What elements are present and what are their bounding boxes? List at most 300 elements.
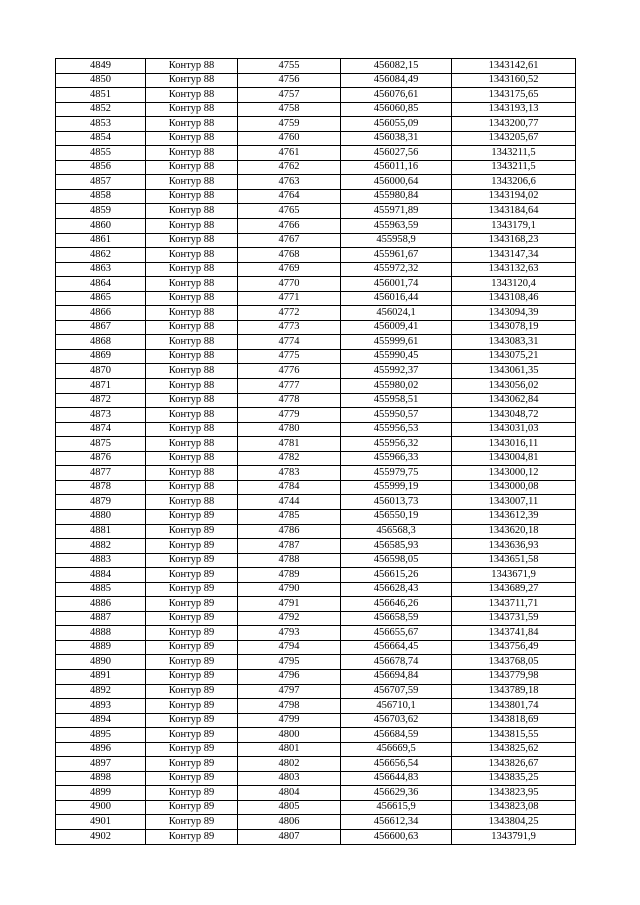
contour-name-cell: Контур 89	[146, 815, 238, 830]
x-coordinate-cell: 455963,59	[341, 219, 452, 234]
point-number-cell: 4786	[238, 524, 341, 539]
table-row	[56, 393, 576, 408]
row-number-cell: 4898	[56, 771, 146, 786]
table-row	[56, 422, 576, 437]
x-coordinate-cell: 455950,57	[341, 408, 452, 423]
table-row	[56, 291, 576, 306]
coordinates-table	[55, 58, 576, 845]
x-coordinate-cell: 456664,45	[341, 640, 452, 655]
table-row	[56, 509, 576, 524]
table-row	[56, 539, 576, 554]
y-coordinate-cell: 1343016,11	[452, 437, 576, 452]
point-number-cell: 4781	[238, 437, 341, 452]
row-number-cell: 4855	[56, 146, 146, 161]
y-coordinate-cell: 1343179,1	[452, 219, 576, 234]
table-row	[56, 829, 576, 844]
x-coordinate-cell: 456009,41	[341, 320, 452, 335]
row-number-cell: 4872	[56, 393, 146, 408]
point-number-cell: 4795	[238, 655, 341, 670]
x-coordinate-cell: 455961,67	[341, 248, 452, 263]
contour-name-cell: Контур 88	[146, 277, 238, 292]
row-number-cell: 4863	[56, 262, 146, 277]
table-row	[56, 655, 576, 670]
y-coordinate-cell: 1343823,95	[452, 786, 576, 801]
table-row	[56, 597, 576, 612]
row-number-cell: 4870	[56, 364, 146, 379]
row-number-cell: 4895	[56, 728, 146, 743]
y-coordinate-cell: 1343211,5	[452, 160, 576, 175]
x-coordinate-cell: 456011,16	[341, 160, 452, 175]
y-coordinate-cell: 1343825,62	[452, 742, 576, 757]
row-number-cell: 4854	[56, 131, 146, 146]
point-number-cell: 4762	[238, 160, 341, 175]
point-number-cell: 4756	[238, 73, 341, 88]
point-number-cell: 4806	[238, 815, 341, 830]
table-row	[56, 233, 576, 248]
row-number-cell: 4878	[56, 480, 146, 495]
table-row	[56, 88, 576, 103]
contour-name-cell: Контур 89	[146, 640, 238, 655]
y-coordinate-cell: 1343000,08	[452, 480, 576, 495]
table-row	[56, 480, 576, 495]
table-row	[56, 320, 576, 335]
row-number-cell: 4884	[56, 568, 146, 583]
contour-name-cell: Контур 89	[146, 742, 238, 757]
point-number-cell: 4796	[238, 669, 341, 684]
y-coordinate-cell: 1343175,65	[452, 88, 576, 103]
table-row	[56, 699, 576, 714]
point-number-cell: 4761	[238, 146, 341, 161]
table-row	[56, 713, 576, 728]
y-coordinate-cell: 1343756,49	[452, 640, 576, 655]
y-coordinate-cell: 1343205,67	[452, 131, 576, 146]
point-number-cell: 4782	[238, 451, 341, 466]
y-coordinate-cell: 1343078,19	[452, 320, 576, 335]
x-coordinate-cell: 456600,63	[341, 829, 452, 844]
x-coordinate-cell: 456655,67	[341, 626, 452, 641]
row-number-cell: 4857	[56, 175, 146, 190]
contour-name-cell: Контур 89	[146, 699, 238, 714]
table-row	[56, 204, 576, 219]
point-number-cell: 4793	[238, 626, 341, 641]
x-coordinate-cell: 456656,54	[341, 757, 452, 772]
point-number-cell: 4759	[238, 117, 341, 132]
contour-name-cell: Контур 88	[146, 306, 238, 321]
contour-name-cell: Контур 89	[146, 800, 238, 815]
contour-name-cell: Контур 89	[146, 524, 238, 539]
point-number-cell: 4760	[238, 131, 341, 146]
x-coordinate-cell: 456707,59	[341, 684, 452, 699]
table-row	[56, 728, 576, 743]
x-coordinate-cell: 456016,44	[341, 291, 452, 306]
point-number-cell: 4797	[238, 684, 341, 699]
row-number-cell: 4852	[56, 102, 146, 117]
contour-name-cell: Контур 88	[146, 189, 238, 204]
contour-name-cell: Контур 88	[146, 88, 238, 103]
row-number-cell: 4860	[56, 219, 146, 234]
contour-name-cell: Контур 89	[146, 568, 238, 583]
row-number-cell: 4890	[56, 655, 146, 670]
table-row	[56, 771, 576, 786]
y-coordinate-cell: 1343200,77	[452, 117, 576, 132]
x-coordinate-cell: 456678,74	[341, 655, 452, 670]
y-coordinate-cell: 1343711,71	[452, 597, 576, 612]
table-row	[56, 611, 576, 626]
point-number-cell: 4789	[238, 568, 341, 583]
contour-name-cell: Контур 89	[146, 509, 238, 524]
row-number-cell: 4886	[56, 597, 146, 612]
point-number-cell: 4768	[238, 248, 341, 263]
row-number-cell: 4894	[56, 713, 146, 728]
row-number-cell: 4881	[56, 524, 146, 539]
contour-name-cell: Контур 89	[146, 553, 238, 568]
table-row	[56, 626, 576, 641]
table-row	[56, 451, 576, 466]
point-number-cell: 4804	[238, 786, 341, 801]
point-number-cell: 4798	[238, 699, 341, 714]
row-number-cell: 4902	[56, 829, 146, 844]
contour-name-cell: Контур 88	[146, 422, 238, 437]
row-number-cell: 4897	[56, 757, 146, 772]
contour-name-cell: Контур 89	[146, 611, 238, 626]
point-number-cell: 4765	[238, 204, 341, 219]
x-coordinate-cell: 456084,49	[341, 73, 452, 88]
row-number-cell: 4866	[56, 306, 146, 321]
point-number-cell: 4800	[238, 728, 341, 743]
table-row	[56, 117, 576, 132]
point-number-cell: 4775	[238, 349, 341, 364]
row-number-cell: 4883	[56, 553, 146, 568]
contour-name-cell: Контур 89	[146, 829, 238, 844]
point-number-cell: 4785	[238, 509, 341, 524]
x-coordinate-cell: 455999,19	[341, 480, 452, 495]
contour-name-cell: Контур 88	[146, 364, 238, 379]
y-coordinate-cell: 1343823,08	[452, 800, 576, 815]
x-coordinate-cell: 456615,9	[341, 800, 452, 815]
y-coordinate-cell: 1343132,63	[452, 262, 576, 277]
point-number-cell: 4794	[238, 640, 341, 655]
row-number-cell: 4868	[56, 335, 146, 350]
contour-name-cell: Контур 89	[146, 728, 238, 743]
table-row	[56, 349, 576, 364]
x-coordinate-cell: 456001,74	[341, 277, 452, 292]
contour-name-cell: Контур 89	[146, 582, 238, 597]
x-coordinate-cell: 456055,09	[341, 117, 452, 132]
row-number-cell: 4861	[56, 233, 146, 248]
x-coordinate-cell: 455990,45	[341, 349, 452, 364]
contour-name-cell: Контур 89	[146, 771, 238, 786]
y-coordinate-cell: 1343768,05	[452, 655, 576, 670]
contour-name-cell: Контур 88	[146, 495, 238, 510]
table-row	[56, 757, 576, 772]
y-coordinate-cell: 1343062,84	[452, 393, 576, 408]
point-number-cell: 4807	[238, 829, 341, 844]
row-number-cell: 4853	[56, 117, 146, 132]
y-coordinate-cell: 1343801,74	[452, 699, 576, 714]
table-row	[56, 640, 576, 655]
y-coordinate-cell: 1343741,84	[452, 626, 576, 641]
table-row	[56, 189, 576, 204]
row-number-cell: 4867	[56, 320, 146, 335]
table-row	[56, 669, 576, 684]
contour-name-cell: Контур 88	[146, 480, 238, 495]
y-coordinate-cell: 1343779,98	[452, 669, 576, 684]
point-number-cell: 4788	[238, 553, 341, 568]
x-coordinate-cell: 456644,83	[341, 771, 452, 786]
x-coordinate-cell: 456027,56	[341, 146, 452, 161]
y-coordinate-cell: 1343160,52	[452, 73, 576, 88]
table-row	[56, 131, 576, 146]
x-coordinate-cell: 456703,62	[341, 713, 452, 728]
coordinates-table-body	[56, 59, 576, 845]
x-coordinate-cell: 456628,43	[341, 582, 452, 597]
table-row	[56, 379, 576, 394]
table-row	[56, 335, 576, 350]
row-number-cell: 4879	[56, 495, 146, 510]
contour-name-cell: Контур 88	[146, 219, 238, 234]
point-number-cell: 4773	[238, 320, 341, 335]
point-number-cell: 4780	[238, 422, 341, 437]
y-coordinate-cell: 1343142,61	[452, 59, 576, 74]
contour-name-cell: Контур 88	[146, 59, 238, 74]
y-coordinate-cell: 1343818,69	[452, 713, 576, 728]
row-number-cell: 4880	[56, 509, 146, 524]
table-row	[56, 786, 576, 801]
table-row	[56, 815, 576, 830]
x-coordinate-cell: 456038,31	[341, 131, 452, 146]
x-coordinate-cell: 455956,32	[341, 437, 452, 452]
contour-name-cell: Контур 89	[146, 684, 238, 699]
x-coordinate-cell: 456710,1	[341, 699, 452, 714]
row-number-cell: 4874	[56, 422, 146, 437]
row-number-cell: 4862	[56, 248, 146, 263]
table-row	[56, 146, 576, 161]
x-coordinate-cell: 455999,61	[341, 335, 452, 350]
contour-name-cell: Контур 88	[146, 335, 238, 350]
table-row	[56, 466, 576, 481]
contour-name-cell: Контур 88	[146, 233, 238, 248]
y-coordinate-cell: 1343789,18	[452, 684, 576, 699]
x-coordinate-cell: 455966,33	[341, 451, 452, 466]
contour-name-cell: Контур 88	[146, 160, 238, 175]
point-number-cell: 4792	[238, 611, 341, 626]
x-coordinate-cell: 455979,75	[341, 466, 452, 481]
row-number-cell: 4887	[56, 611, 146, 626]
y-coordinate-cell: 1343731,59	[452, 611, 576, 626]
row-number-cell: 4882	[56, 539, 146, 554]
y-coordinate-cell: 1343791,9	[452, 829, 576, 844]
table-row	[56, 262, 576, 277]
row-number-cell: 4856	[56, 160, 146, 175]
x-coordinate-cell: 456060,85	[341, 102, 452, 117]
x-coordinate-cell: 456013,73	[341, 495, 452, 510]
contour-name-cell: Контур 88	[146, 408, 238, 423]
row-number-cell: 4865	[56, 291, 146, 306]
point-number-cell: 4744	[238, 495, 341, 510]
table-row	[56, 495, 576, 510]
row-number-cell: 4858	[56, 189, 146, 204]
point-number-cell: 4771	[238, 291, 341, 306]
contour-name-cell: Контур 88	[146, 102, 238, 117]
contour-name-cell: Контур 89	[146, 539, 238, 554]
x-coordinate-cell: 456658,59	[341, 611, 452, 626]
contour-name-cell: Контур 89	[146, 786, 238, 801]
x-coordinate-cell: 456615,26	[341, 568, 452, 583]
x-coordinate-cell: 455992,37	[341, 364, 452, 379]
x-coordinate-cell: 456550,19	[341, 509, 452, 524]
point-number-cell: 4774	[238, 335, 341, 350]
row-number-cell: 4851	[56, 88, 146, 103]
x-coordinate-cell: 456568,3	[341, 524, 452, 539]
row-number-cell: 4877	[56, 466, 146, 481]
point-number-cell: 4802	[238, 757, 341, 772]
y-coordinate-cell: 1343211,5	[452, 146, 576, 161]
row-number-cell: 4875	[56, 437, 146, 452]
row-number-cell: 4859	[56, 204, 146, 219]
contour-name-cell: Контур 88	[146, 131, 238, 146]
y-coordinate-cell: 1343815,55	[452, 728, 576, 743]
row-number-cell: 4876	[56, 451, 146, 466]
row-number-cell: 4891	[56, 669, 146, 684]
x-coordinate-cell: 456076,61	[341, 88, 452, 103]
x-coordinate-cell: 455956,53	[341, 422, 452, 437]
contour-name-cell: Контур 88	[146, 175, 238, 190]
point-number-cell: 4777	[238, 379, 341, 394]
point-number-cell: 4764	[238, 189, 341, 204]
contour-name-cell: Контур 89	[146, 669, 238, 684]
x-coordinate-cell: 455980,84	[341, 189, 452, 204]
y-coordinate-cell: 1343612,39	[452, 509, 576, 524]
table-row	[56, 248, 576, 263]
table-row	[56, 102, 576, 117]
table-row	[56, 553, 576, 568]
point-number-cell: 4778	[238, 393, 341, 408]
y-coordinate-cell: 1343056,02	[452, 379, 576, 394]
x-coordinate-cell: 455980,02	[341, 379, 452, 394]
table-row	[56, 160, 576, 175]
point-number-cell: 4787	[238, 539, 341, 554]
contour-name-cell: Контур 88	[146, 146, 238, 161]
y-coordinate-cell: 1343147,34	[452, 248, 576, 263]
point-number-cell: 4779	[238, 408, 341, 423]
x-coordinate-cell: 455972,32	[341, 262, 452, 277]
contour-name-cell: Контур 88	[146, 393, 238, 408]
row-number-cell: 4889	[56, 640, 146, 655]
y-coordinate-cell: 1343651,58	[452, 553, 576, 568]
row-number-cell: 4849	[56, 59, 146, 74]
point-number-cell: 4763	[238, 175, 341, 190]
y-coordinate-cell: 1343108,46	[452, 291, 576, 306]
y-coordinate-cell: 1343004,81	[452, 451, 576, 466]
y-coordinate-cell: 1343083,31	[452, 335, 576, 350]
table-row	[56, 219, 576, 234]
y-coordinate-cell: 1343689,27	[452, 582, 576, 597]
x-coordinate-cell: 456646,26	[341, 597, 452, 612]
y-coordinate-cell: 1343168,23	[452, 233, 576, 248]
y-coordinate-cell: 1343061,35	[452, 364, 576, 379]
contour-name-cell: Контур 89	[146, 626, 238, 641]
y-coordinate-cell: 1343671,9	[452, 568, 576, 583]
x-coordinate-cell: 456000,64	[341, 175, 452, 190]
y-coordinate-cell: 1343206,6	[452, 175, 576, 190]
table-row	[56, 524, 576, 539]
x-coordinate-cell: 456684,59	[341, 728, 452, 743]
contour-name-cell: Контур 88	[146, 291, 238, 306]
point-number-cell: 4766	[238, 219, 341, 234]
y-coordinate-cell: 1343194,02	[452, 189, 576, 204]
table-row	[56, 582, 576, 597]
row-number-cell: 4888	[56, 626, 146, 641]
row-number-cell: 4893	[56, 699, 146, 714]
table-row	[56, 73, 576, 88]
point-number-cell: 4783	[238, 466, 341, 481]
table-row	[56, 800, 576, 815]
contour-name-cell: Контур 88	[146, 349, 238, 364]
row-number-cell: 4864	[56, 277, 146, 292]
contour-name-cell: Контур 88	[146, 262, 238, 277]
y-coordinate-cell: 1343636,93	[452, 539, 576, 554]
table-row	[56, 306, 576, 321]
row-number-cell: 4885	[56, 582, 146, 597]
point-number-cell: 4769	[238, 262, 341, 277]
point-number-cell: 4803	[238, 771, 341, 786]
contour-name-cell: Контур 88	[146, 451, 238, 466]
table-row	[56, 59, 576, 74]
y-coordinate-cell: 1343184,64	[452, 204, 576, 219]
row-number-cell: 4869	[56, 349, 146, 364]
table-row	[56, 742, 576, 757]
x-coordinate-cell: 455958,51	[341, 393, 452, 408]
x-coordinate-cell: 455971,89	[341, 204, 452, 219]
x-coordinate-cell: 455958,9	[341, 233, 452, 248]
table-row	[56, 277, 576, 292]
contour-name-cell: Контур 89	[146, 713, 238, 728]
point-number-cell: 4791	[238, 597, 341, 612]
row-number-cell: 4899	[56, 786, 146, 801]
contour-name-cell: Контур 88	[146, 248, 238, 263]
point-number-cell: 4799	[238, 713, 341, 728]
y-coordinate-cell: 1343048,72	[452, 408, 576, 423]
point-number-cell: 4757	[238, 88, 341, 103]
contour-name-cell: Контур 88	[146, 379, 238, 394]
x-coordinate-cell: 456082,15	[341, 59, 452, 74]
contour-name-cell: Контур 88	[146, 437, 238, 452]
y-coordinate-cell: 1343826,67	[452, 757, 576, 772]
x-coordinate-cell: 456669,5	[341, 742, 452, 757]
y-coordinate-cell: 1343094,39	[452, 306, 576, 321]
point-number-cell: 4801	[238, 742, 341, 757]
point-number-cell: 4755	[238, 59, 341, 74]
row-number-cell: 4871	[56, 379, 146, 394]
contour-name-cell: Контур 88	[146, 73, 238, 88]
y-coordinate-cell: 1343075,21	[452, 349, 576, 364]
point-number-cell: 4776	[238, 364, 341, 379]
table-row	[56, 175, 576, 190]
table-row	[56, 437, 576, 452]
contour-name-cell: Контур 88	[146, 320, 238, 335]
row-number-cell: 4901	[56, 815, 146, 830]
x-coordinate-cell: 456585,93	[341, 539, 452, 554]
x-coordinate-cell: 456598,05	[341, 553, 452, 568]
table-row	[56, 568, 576, 583]
point-number-cell: 4805	[238, 800, 341, 815]
row-number-cell: 4873	[56, 408, 146, 423]
table-row	[56, 684, 576, 699]
y-coordinate-cell: 1343120,4	[452, 277, 576, 292]
point-number-cell: 4758	[238, 102, 341, 117]
point-number-cell: 4790	[238, 582, 341, 597]
y-coordinate-cell: 1343620,18	[452, 524, 576, 539]
